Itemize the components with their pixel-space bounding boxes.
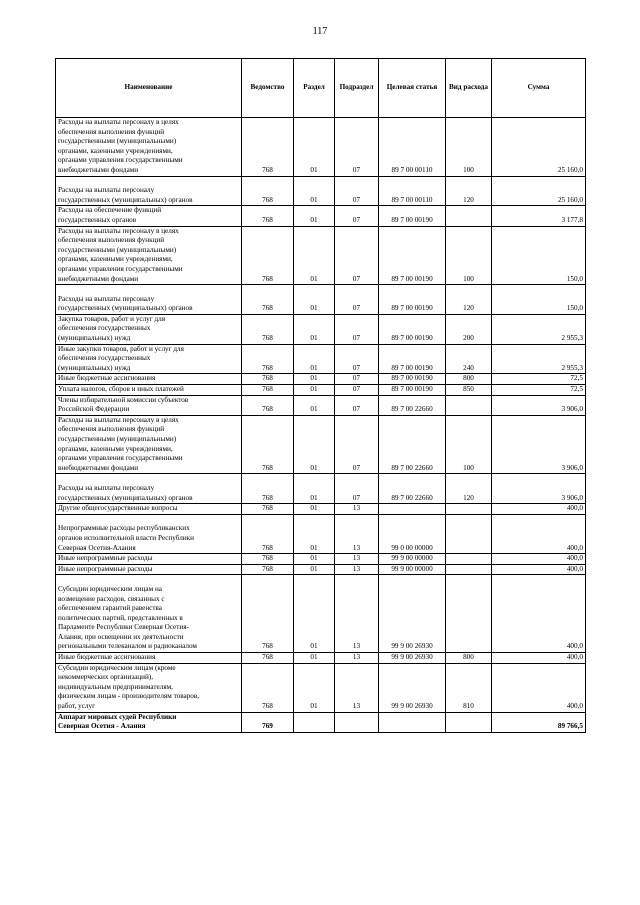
table-row — [56, 554, 586, 565]
cell-name: Расходы на выплаты персоналу в целях обеспечения выполнения функций государственными (муниципальными) органами, казенными учреждениями, органами управления государственными внебюджетными фондами — [56, 118, 242, 177]
cell-name: Иные непрограммные расходы — [56, 564, 242, 575]
table-row — [56, 395, 586, 415]
cell-section: 01 — [294, 663, 335, 712]
cell-sum: 25 160,0 — [492, 176, 586, 206]
table-row — [56, 415, 586, 474]
table-row — [56, 176, 586, 206]
cell-sum: 400,0 — [492, 554, 586, 565]
cell-department: 768 — [242, 663, 294, 712]
col-header-sum: Сумма — [492, 59, 586, 118]
cell-target-article: 99 9 00 26930 — [379, 575, 446, 653]
cell-section: 01 — [294, 514, 335, 553]
cell-sum: 72,5 — [492, 385, 586, 396]
table-row — [56, 314, 586, 344]
cell-section: 01 — [294, 206, 335, 226]
cell-section: 01 — [294, 285, 335, 315]
col-header-department: Ведомство — [242, 59, 294, 118]
cell-name: Расходы на выплаты персоналу государственных (муниципальных) органов — [56, 285, 242, 315]
cell-subsection: 13 — [335, 504, 379, 515]
table-row — [56, 374, 586, 385]
cell-subsection: 07 — [335, 226, 379, 285]
table-row — [56, 575, 586, 653]
cell-sum: 89 766,5 — [492, 712, 586, 732]
cell-section: 01 — [294, 226, 335, 285]
cell-section: 01 — [294, 474, 335, 504]
table-row — [56, 474, 586, 504]
cell-department: 768 — [242, 554, 294, 565]
table-row — [56, 344, 586, 374]
cell-department: 768 — [242, 374, 294, 385]
table-row — [56, 118, 586, 177]
cell-sum: 400,0 — [492, 514, 586, 553]
cell-department: 769 — [242, 712, 294, 732]
cell-target-article: 89 7 00 00110 — [379, 118, 446, 177]
table-row — [56, 712, 586, 732]
cell-section: 01 — [294, 176, 335, 206]
cell-section: 01 — [294, 575, 335, 653]
cell-target-article: 99 9 00 00000 — [379, 564, 446, 575]
cell-subsection: 13 — [335, 514, 379, 553]
cell-expense-type: 100 — [446, 226, 492, 285]
cell-subsection: 13 — [335, 564, 379, 575]
table-row — [56, 206, 586, 226]
col-header-section: Раздел — [294, 59, 335, 118]
cell-subsection: 13 — [335, 554, 379, 565]
cell-expense-type: 240 — [446, 344, 492, 374]
cell-subsection: 07 — [335, 118, 379, 177]
cell-target-article: 89 7 00 00190 — [379, 374, 446, 385]
cell-name: Иные бюджетные ассигнования — [56, 653, 242, 664]
cell-department: 768 — [242, 285, 294, 315]
cell-expense-type: 120 — [446, 285, 492, 315]
cell-subsection: 13 — [335, 575, 379, 653]
cell-subsection: 13 — [335, 653, 379, 664]
cell-subsection — [335, 712, 379, 732]
cell-sum: 400,0 — [492, 564, 586, 575]
cell-department: 768 — [242, 176, 294, 206]
cell-section: 01 — [294, 564, 335, 575]
cell-name: Непрограммные расходы республиканских органов исполнительной власти Республики Северная Осетия-Алания — [56, 514, 242, 553]
cell-target-article: 89 7 00 00190 — [379, 314, 446, 344]
cell-name: Расходы на обеспечение функций государственных органов — [56, 206, 242, 226]
cell-expense-type: 800 — [446, 653, 492, 664]
cell-expense-type: 800 — [446, 374, 492, 385]
col-header-target-article: Целевая статья — [379, 59, 446, 118]
table-row — [56, 285, 586, 315]
cell-name: Субсидии юридическим лицам (кроме некоммерческих организаций), индивидуальным предпринимателям, физическим лицам - производителям товаров, работ, услуг — [56, 663, 242, 712]
cell-subsection: 07 — [335, 385, 379, 396]
cell-target-article — [379, 504, 446, 515]
cell-department: 768 — [242, 226, 294, 285]
cell-expense-type — [446, 206, 492, 226]
col-header-name: Наименование — [56, 59, 242, 118]
cell-subsection: 13 — [335, 663, 379, 712]
cell-subsection: 07 — [335, 314, 379, 344]
cell-expense-type — [446, 514, 492, 553]
cell-target-article: 99 9 00 00000 — [379, 554, 446, 565]
cell-name: Расходы на выплаты персоналу государственных (муниципальных) органов — [56, 176, 242, 206]
cell-name: Расходы на выплаты персоналу государственных (муниципальных) органов — [56, 474, 242, 504]
cell-sum: 150,0 — [492, 285, 586, 315]
cell-department: 768 — [242, 206, 294, 226]
cell-department: 768 — [242, 575, 294, 653]
cell-section: 01 — [294, 395, 335, 415]
cell-target-article: 89 7 00 00190 — [379, 226, 446, 285]
cell-sum: 3 906,0 — [492, 415, 586, 474]
cell-target-article: 99 9 00 26930 — [379, 653, 446, 664]
cell-subsection: 07 — [335, 415, 379, 474]
cell-expense-type — [446, 564, 492, 575]
cell-department: 768 — [242, 474, 294, 504]
cell-name: Члены избирательной комиссии субъектов Российской Федерации — [56, 395, 242, 415]
cell-section: 01 — [294, 385, 335, 396]
col-header-expense-type: Вид расхода — [446, 59, 492, 118]
table-row — [56, 385, 586, 396]
cell-department: 768 — [242, 344, 294, 374]
cell-department: 768 — [242, 514, 294, 553]
cell-name: Аппарат мировых судей Республики Северная Осетия - Алания — [56, 712, 242, 732]
cell-department: 768 — [242, 653, 294, 664]
cell-target-article: 89 7 00 22660 — [379, 474, 446, 504]
cell-expense-type — [446, 504, 492, 515]
cell-name: Другие общегосударственные вопросы — [56, 504, 242, 515]
cell-section: 01 — [294, 314, 335, 344]
cell-department: 768 — [242, 385, 294, 396]
table-body — [56, 118, 586, 733]
cell-section: 01 — [294, 554, 335, 565]
cell-sum: 72,5 — [492, 374, 586, 385]
cell-subsection: 07 — [335, 395, 379, 415]
cell-section: 01 — [294, 118, 335, 177]
cell-name: Закупка товаров, работ и услуг для обеспечения государственных (муниципальных) нужд — [56, 314, 242, 344]
cell-sum: 2 955,3 — [492, 344, 586, 374]
cell-expense-type — [446, 575, 492, 653]
cell-target-article: 89 7 00 00190 — [379, 385, 446, 396]
cell-section: 01 — [294, 653, 335, 664]
cell-section: 01 — [294, 344, 335, 374]
cell-expense-type — [446, 712, 492, 732]
table-row — [56, 514, 586, 553]
cell-department: 768 — [242, 504, 294, 515]
cell-expense-type — [446, 395, 492, 415]
cell-sum: 25 160,0 — [492, 118, 586, 177]
cell-target-article: 89 7 00 00190 — [379, 206, 446, 226]
cell-sum: 400,0 — [492, 663, 586, 712]
cell-target-article — [379, 712, 446, 732]
cell-sum: 150,0 — [492, 226, 586, 285]
cell-name: Иные бюджетные ассигнования — [56, 374, 242, 385]
cell-expense-type: 850 — [446, 385, 492, 396]
cell-target-article: 89 7 00 00190 — [379, 344, 446, 374]
cell-target-article: 89 7 00 00110 — [379, 176, 446, 206]
cell-name: Расходы на выплаты персоналу в целях обеспечения выполнения функций государственными (муниципальными) органами, казенными учреждениями, органами управления государственными внебюджетными фондами — [56, 226, 242, 285]
cell-sum: 400,0 — [492, 504, 586, 515]
cell-target-article: 89 7 00 22660 — [379, 415, 446, 474]
cell-subsection: 07 — [335, 176, 379, 206]
cell-subsection: 07 — [335, 474, 379, 504]
cell-sum: 3 906,0 — [492, 395, 586, 415]
cell-expense-type — [446, 554, 492, 565]
cell-name: Уплата налогов, сборов и иных платежей — [56, 385, 242, 396]
cell-sum: 3 177,8 — [492, 206, 586, 226]
table-row — [56, 226, 586, 285]
cell-name: Иные непрограммные расходы — [56, 554, 242, 565]
cell-subsection: 07 — [335, 285, 379, 315]
table-row — [56, 653, 586, 664]
cell-sum: 400,0 — [492, 575, 586, 653]
cell-name: Расходы на выплаты персоналу в целях обеспечения выполнения функций государственными (муниципальными) органами, казенными учреждениями, органами управления государственными внебюджетными фондами — [56, 415, 242, 474]
cell-target-article: 89 7 00 00190 — [379, 285, 446, 315]
cell-section: 01 — [294, 504, 335, 515]
cell-expense-type: 810 — [446, 663, 492, 712]
cell-expense-type: 120 — [446, 474, 492, 504]
cell-section: 01 — [294, 415, 335, 474]
cell-department: 768 — [242, 314, 294, 344]
cell-sum: 400,0 — [492, 653, 586, 664]
cell-section: 01 — [294, 374, 335, 385]
table-row — [56, 504, 586, 515]
cell-expense-type: 120 — [446, 176, 492, 206]
budget-table — [55, 58, 586, 733]
cell-name: Субсидии юридическим лицам на возмещение расходов, связанных с обеспечением гарантий равенства политических партий, представленных в Парламенте Республики Северная Осетия- Алания, при освещении их деятельности региональными телеканалом и радиоканалом — [56, 575, 242, 653]
cell-expense-type: 100 — [446, 415, 492, 474]
cell-target-article: 89 7 00 22660 — [379, 395, 446, 415]
cell-subsection: 07 — [335, 374, 379, 385]
cell-target-article: 99 9 00 26930 — [379, 663, 446, 712]
cell-sum: 3 906,0 — [492, 474, 586, 504]
table-row — [56, 663, 586, 712]
cell-subsection: 07 — [335, 344, 379, 374]
cell-department: 768 — [242, 395, 294, 415]
cell-section — [294, 712, 335, 732]
col-header-subsection: Подраздел — [335, 59, 379, 118]
cell-expense-type: 100 — [446, 118, 492, 177]
cell-subsection: 07 — [335, 206, 379, 226]
cell-name: Иные закупки товаров, работ и услуг для обеспечения государственных (муниципальных) нужд — [56, 344, 242, 374]
table-header-row — [56, 59, 586, 118]
cell-department: 768 — [242, 564, 294, 575]
cell-sum: 2 955,3 — [492, 314, 586, 344]
cell-target-article: 99 0 00 00000 — [379, 514, 446, 553]
cell-department: 768 — [242, 415, 294, 474]
cell-expense-type: 200 — [446, 314, 492, 344]
table-row — [56, 564, 586, 575]
page-number: 117 — [312, 26, 328, 37]
cell-department: 768 — [242, 118, 294, 177]
